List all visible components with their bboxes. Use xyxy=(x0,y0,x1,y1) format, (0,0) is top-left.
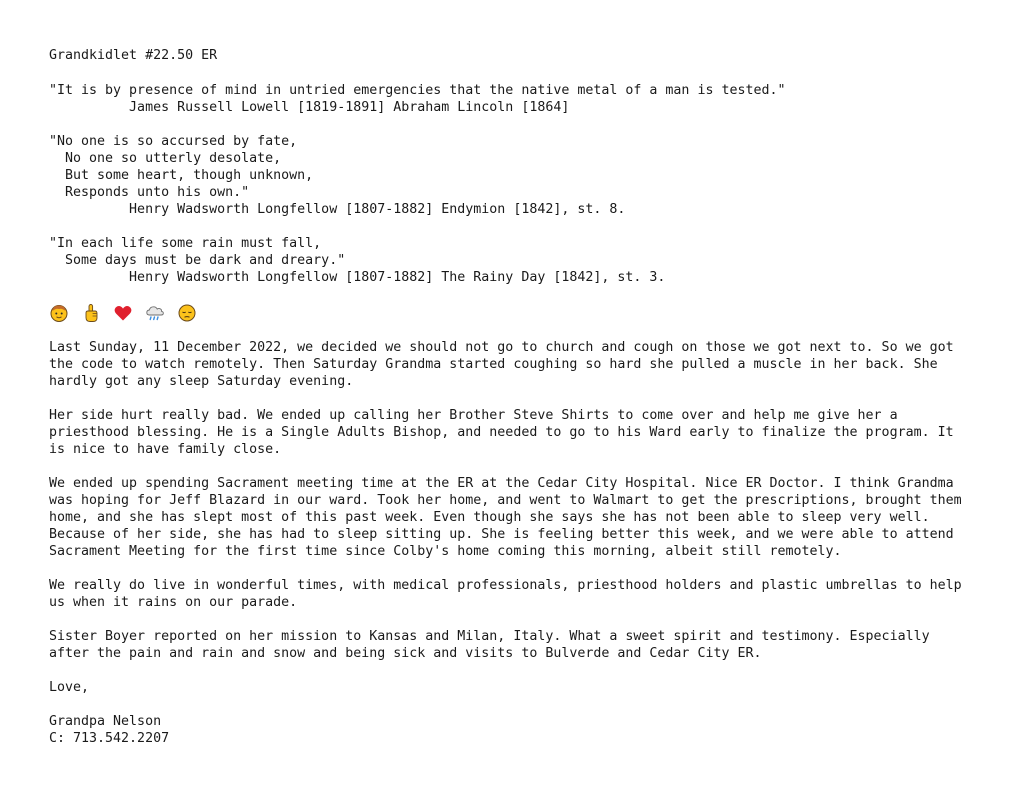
pointing-hand-icon xyxy=(81,303,101,323)
paragraph-5: Sister Boyer reported on her mission to Kansas and Milan, Italy. What a sweet spirit and testimony. Especially after the pain and rain and snow and being sick and visits to Bulverde and Cedar City ER. xyxy=(49,629,930,661)
signature: Grandpa Nelson xyxy=(49,714,162,729)
face-icon xyxy=(49,303,69,323)
heart-icon xyxy=(113,303,133,323)
email-title: Grandkidlet #22.50 ER xyxy=(49,48,218,63)
rain-cloud-icon xyxy=(145,303,165,323)
paragraph-4: We really do live in wonderful times, with medical professionals, priesthood holders and plastic umbrellas to help us when it rains on our parade. xyxy=(49,578,962,610)
paragraph-2: Her side hurt really bad. We ended up calling her Brother Steve Shirts to come over and help me give her a priesthood blessing. He is a Single Adults Bishop, and needed to go to his Ward early to finalize the program. It is nice to have family close. xyxy=(49,408,954,457)
quote-longfellow-rainy-day: "In each life some rain must fall, Some days must be dark and dreary." Henry Wadsworth Longfellow [1807-1882] The Rainy Day [1842], st. 3. xyxy=(49,236,666,285)
paragraph-3: We ended up spending Sacrament meeting time at the ER at the Cedar City Hospital. Nice ER Doctor. I think Grandma was hoping for Jeff Blazard in our ward. Took her home, and went to Walmart to get the prescriptions, brought them home, and she has slept most of this past week. Even though she says she has not been able to sleep very well. Because of her side, she has had to sleep sitting up. She is feeling better this week, and we were able to attend Sacrament Meeting for the first time since Colby's home coming this morning, albeit still remotely. xyxy=(49,476,962,559)
emoji-row xyxy=(49,303,209,323)
quote-longfellow-endymion: "No one is so accursed by fate, No one so utterly desolate, But some heart, though unknown, Responds unto his own." Henry Wadsworth Longfellow [1807-1882] Endymion [1842], st. 8. xyxy=(49,134,626,217)
closing: Love, xyxy=(49,680,90,695)
paragraph-1: Last Sunday, 11 December 2022, we decided we should not go to church and cough on those we got next to. So we got the code to watch remotely. Then Saturday Grandma started coughing so hard she pulled a muscle in her back. She hardly got any sleep Saturday evening. xyxy=(49,340,954,389)
quote-lowell: "It is by presence of mind in untried emergencies that the native metal of a man is tested." James Russell Lowell [1819-1891] Abraham Lincoln [1864] xyxy=(49,83,786,115)
phone-number: C: 713.542.2207 xyxy=(49,731,170,746)
pensive-face-icon xyxy=(177,303,197,323)
